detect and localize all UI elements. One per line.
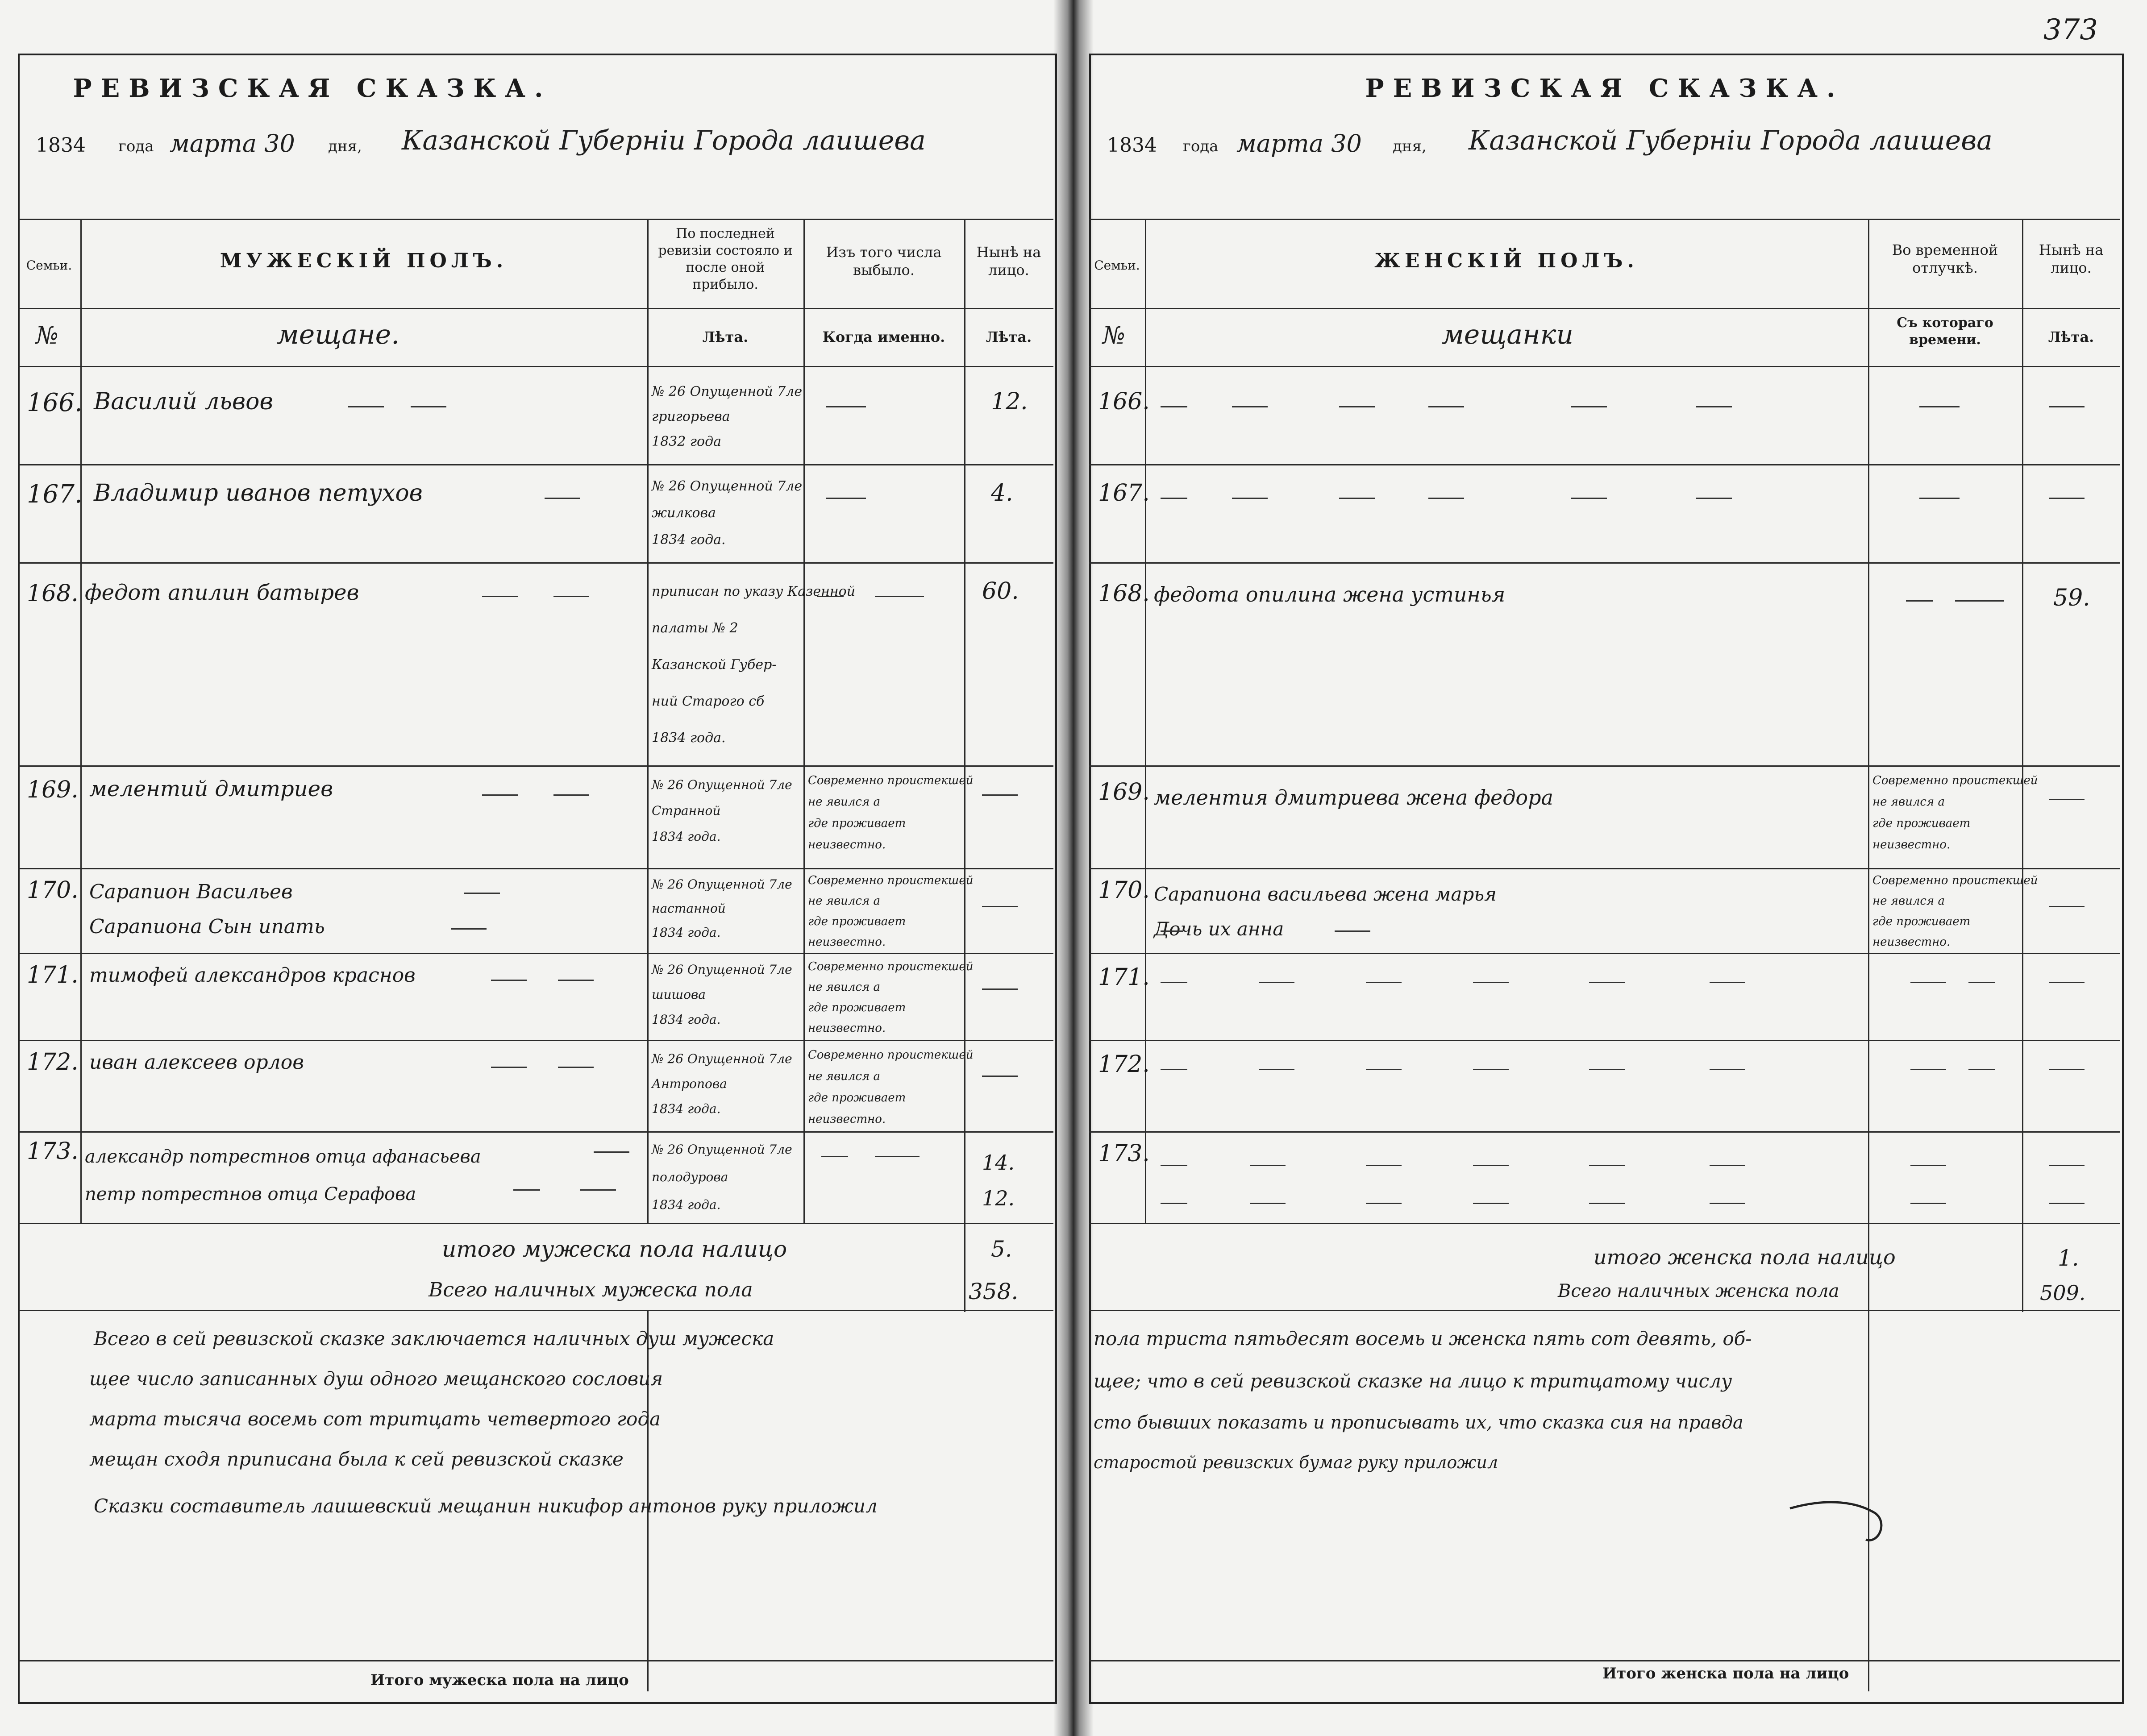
- right-row-167-dash-3: [1339, 498, 1375, 499]
- left-total-value: 358.: [969, 1279, 1019, 1304]
- right-row-171-absence-dash: [1910, 982, 1946, 983]
- right-row-172-dash-1: [1161, 1069, 1187, 1070]
- left-total-label: Всего наличных мужеска пола: [429, 1279, 753, 1301]
- right-row-171-num: 171.: [1098, 964, 1150, 991]
- right-row-167-dash-1: [1161, 498, 1187, 499]
- left-date-year-word: года: [118, 137, 154, 155]
- right-row-173-dash-3: [1366, 1165, 1402, 1166]
- right-header-sep: [1089, 308, 2120, 309]
- left-row-171-name: тимофей александров краснов: [89, 964, 416, 987]
- left-row-172-num: 172.: [27, 1049, 79, 1076]
- right-row-171-dash-4: [1473, 982, 1509, 983]
- left-row-line-8: [18, 1223, 1053, 1224]
- right-row-171-dash-1: [1161, 982, 1187, 983]
- right-header-sex: ЖЕНСКІЙ ПОЛЪ.: [1374, 249, 1639, 272]
- right-row-167-dash-2: [1232, 498, 1268, 499]
- left-row-173-dash: [594, 1151, 629, 1153]
- right-row-172-dash-5: [1589, 1069, 1625, 1070]
- right-row-170-dash-2: [1335, 930, 1370, 932]
- left-row-168-dash-2: [553, 596, 589, 597]
- right-row-173-dash-9: [1366, 1203, 1402, 1204]
- left-row-166-revision: № 26 Опущенной 7ле григорьева 1832 года: [652, 384, 803, 449]
- right-row-line-6: [1089, 1040, 2120, 1041]
- left-row-line-9: [18, 1310, 1053, 1311]
- left-row-line-1: [18, 464, 1053, 465]
- right-col-sep-3: [2022, 219, 2023, 1312]
- left-row-173-dash-2: [513, 1189, 540, 1191]
- left-subheader-sep: [18, 366, 1053, 367]
- left-row-line-3: [18, 765, 1053, 767]
- left-row-166-departed-dash: [826, 406, 866, 407]
- right-row-173-dash-1: [1161, 1165, 1187, 1166]
- left-row-line-4: [18, 868, 1053, 869]
- right-row-173-dash-2: [1250, 1165, 1286, 1166]
- left-row-173-age: 14. 12.: [982, 1150, 1015, 1210]
- left-row-166-num: 166.: [27, 388, 83, 417]
- right-row-173-age-dash-2: [2049, 1203, 2085, 1204]
- right-row-166-age-dash: [2049, 406, 2085, 407]
- right-row-line-3: [1089, 765, 2120, 767]
- left-row-173-departed-dash: [821, 1156, 848, 1157]
- right-row-170-absence: Современно проистекшей не явился а где проживает неизвестно.: [1872, 874, 2038, 949]
- right-header-no: №: [1103, 321, 1126, 349]
- right-total-value: 509.: [2040, 1281, 2086, 1305]
- left-row-172-revision: № 26 Опущенной 7ле Антропова 1834 года.: [652, 1051, 792, 1116]
- left-row-168-dash: [482, 596, 518, 597]
- left-row-172-dash-2: [558, 1067, 594, 1068]
- left-row-172-dash: [491, 1067, 527, 1068]
- right-row-169-absence: Современно проистекшей не явился а где проживает неизвестно.: [1872, 774, 2038, 851]
- left-row-172-name: иван алексеев орлов: [89, 1051, 304, 1074]
- closing-note-line-1-right: пола триста пятьдесят восемь и женска пять сот девять, об-: [1094, 1328, 1752, 1350]
- right-row-line-8: [1089, 1223, 2120, 1224]
- page-number: 373: [2043, 13, 2098, 46]
- left-col-sep-1: [80, 219, 82, 1223]
- right-row-173-absence-dash-2: [1910, 1203, 1946, 1204]
- right-row-172-dash-6: [1710, 1069, 1745, 1070]
- right-row-172-dash-3: [1366, 1069, 1402, 1070]
- left-row-166-age: 12.: [991, 388, 1028, 415]
- right-subtotal-value: 1.: [2058, 1245, 2079, 1271]
- left-row-168-num: 168.: [27, 580, 79, 607]
- closing-note-line-2-left: щее число записанных душ одного мещанского сословия: [89, 1368, 663, 1390]
- left-row-173-num: 173.: [27, 1138, 79, 1165]
- left-row-170-dash: [464, 893, 500, 894]
- right-row-167-dash-6: [1696, 498, 1732, 499]
- right-table-top: [1089, 219, 2120, 220]
- right-row-168-absence-dash-2: [1955, 600, 2004, 602]
- right-header-since: Съ котораго времени.: [1897, 315, 1993, 348]
- right-row-172-dash-2: [1259, 1069, 1294, 1070]
- left-row-168-departed-dash-2: [875, 596, 924, 597]
- right-row-171-absence-dash-2: [1968, 982, 1995, 983]
- right-row-173-dash-10: [1473, 1203, 1509, 1204]
- left-row-167-revision: № 26 Опущенной 7ле жилкова 1834 года.: [652, 478, 803, 548]
- closing-note-line-3-right: сто бывших показать и прописывать их, что сказка сия на правда: [1094, 1412, 1743, 1433]
- left-header-years: Лѣта.: [702, 328, 749, 345]
- left-row-170-name: Сарапион Васильев Сарапиона Сын ипать: [89, 880, 325, 938]
- left-row-line-6: [18, 1040, 1053, 1041]
- right-col-sep-2: [1868, 219, 1869, 1312]
- left-header-estate: мещане.: [277, 319, 400, 350]
- right-footer-label: Итого женска пола на лицо: [1602, 1665, 1849, 1682]
- left-header-families: Семьи.: [26, 258, 72, 273]
- left-date-place: Казанской Губерніи Города лаишева: [402, 125, 926, 156]
- left-header-departed: Изъ того числа выбыло.: [826, 244, 942, 278]
- left-row-172-departed: Современно проистекшей не явился а где проживает неизвестно.: [808, 1048, 974, 1126]
- left-row-169-num: 169.: [27, 777, 79, 803]
- left-row-170-departed: Современно проистекшей не явился а где проживает неизвестно.: [808, 874, 974, 949]
- left-row-167-dash: [545, 498, 580, 499]
- right-row-167-num: 167.: [1098, 480, 1150, 507]
- right-row-171-dash-2: [1259, 982, 1294, 983]
- right-title: РЕВИЗСКАЯ СКАЗКА.: [1365, 74, 1844, 103]
- left-col-sep-2: [647, 219, 649, 1223]
- right-row-172-dash-4: [1473, 1069, 1509, 1070]
- left-row-line-5: [18, 953, 1053, 954]
- right-header-absence: Во временной отлучкѣ.: [1892, 241, 1998, 276]
- left-date-month-day: марта 30: [170, 129, 295, 158]
- left-row-169-revision: № 26 Опущенной 7ле Странной 1834 года.: [652, 777, 792, 844]
- left-row-170-dash-2: [451, 928, 487, 930]
- left-row-170-num: 170.: [27, 877, 79, 904]
- right-row-170-name: Сарапиона васильева жена марья Дочь их анна: [1154, 883, 1497, 940]
- closing-signature: Сказки составитель лаишевский мещанин никифор антонов руку приложил: [94, 1495, 878, 1517]
- left-row-168-revision: приписан по указу Казенной палаты № 2 Казанской Губер- ний Старого сб 1834 года.: [652, 584, 856, 746]
- left-row-167-num: 167.: [27, 480, 83, 509]
- right-row-169-age-dash: [2049, 799, 2085, 800]
- right-row-173-age-dash: [2049, 1165, 2085, 1166]
- left-header-when: Когда именно.: [822, 328, 945, 345]
- right-header-years: Лѣта.: [2048, 328, 2094, 345]
- right-row-167-dash-5: [1571, 498, 1607, 499]
- right-row-173-absence-dash: [1910, 1165, 1946, 1166]
- left-footer-line: [18, 1660, 1053, 1661]
- right-row-line-1: [1089, 464, 2120, 465]
- right-row-171-dash-5: [1589, 982, 1625, 983]
- left-row-171-dash-2: [558, 980, 594, 981]
- left-row-171-age-dash: [982, 988, 1018, 990]
- left-col-sep-4: [964, 219, 965, 1312]
- left-row-167-name: Владимир иванов петухов: [94, 480, 423, 507]
- right-date-place: Казанской Губерніи Города лаишева: [1469, 125, 1993, 156]
- right-header-families: Семьи.: [1094, 258, 1140, 273]
- left-row-167-age: 4.: [991, 480, 1013, 507]
- left-row-173-dash-3: [580, 1189, 616, 1191]
- right-row-171-dash-3: [1366, 982, 1402, 983]
- left-row-166-dash-2: [411, 406, 446, 407]
- right-row-166-absence-dash: [1919, 406, 1960, 407]
- left-row-171-num: 171.: [27, 962, 79, 988]
- right-row-172-num: 172.: [1098, 1051, 1150, 1078]
- left-row-168-age: 60.: [982, 578, 1019, 605]
- right-row-168-absence-dash: [1906, 600, 1933, 602]
- right-date-year: 1834: [1107, 134, 1157, 157]
- left-table-top: [18, 219, 1053, 220]
- right-date-month-day: марта 30: [1236, 129, 1362, 158]
- right-row-169-num: 169.: [1098, 779, 1150, 806]
- left-subtotal-value: 5.: [991, 1236, 1012, 1262]
- left-date-year: 1834: [36, 134, 86, 157]
- left-header-years-2: Лѣта.: [986, 328, 1032, 345]
- closing-note-line-1-left: Всего в сей ревизской сказке заключается наличных душ мужеска: [94, 1328, 774, 1350]
- left-row-170-age-dash: [982, 906, 1018, 907]
- right-row-173-dash-5: [1589, 1165, 1625, 1166]
- left-row-173-revision: № 26 Опущенной 7ле полодурова 1834 года.: [652, 1142, 792, 1212]
- left-header-last-revision: По последней ревизіи состояло и после оной прибыло.: [658, 226, 793, 292]
- right-row-166-dash-2: [1232, 406, 1268, 407]
- left-header-no: №: [36, 321, 59, 349]
- right-row-173-dash-4: [1473, 1165, 1509, 1166]
- right-row-170-dash: [1161, 930, 1183, 932]
- right-row-166-dash-5: [1571, 406, 1607, 407]
- right-row-166-num: 166.: [1098, 388, 1150, 415]
- right-row-166-dash-3: [1339, 406, 1375, 407]
- right-subheader-sep: [1089, 366, 2120, 367]
- left-row-170-revision: № 26 Опущенной 7ле настанной 1834 года.: [652, 877, 792, 940]
- right-row-173-num: 173.: [1098, 1140, 1150, 1167]
- right-row-173-dash-6: [1710, 1165, 1745, 1166]
- right-row-173-dash-12: [1710, 1203, 1745, 1204]
- left-row-line-2: [18, 562, 1053, 564]
- right-row-173-dash-11: [1589, 1203, 1625, 1204]
- right-row-167-absence-dash: [1919, 498, 1960, 499]
- right-date-day-word: дня,: [1393, 137, 1427, 155]
- left-row-173-departed-dash-2: [875, 1156, 920, 1157]
- right-row-172-absence-dash: [1910, 1069, 1946, 1070]
- right-row-line-5: [1089, 953, 2120, 954]
- signature-flourish-icon: [1785, 1482, 1893, 1553]
- right-row-171-dash-6: [1710, 982, 1745, 983]
- right-row-line-7: [1089, 1131, 2120, 1133]
- left-title: РЕВИЗСКАЯ СКАЗКА.: [73, 74, 552, 103]
- left-row-169-age-dash: [982, 794, 1018, 796]
- right-row-173-dash-8: [1250, 1203, 1286, 1204]
- left-row-line-7: [18, 1131, 1053, 1133]
- right-row-170-age-dash: [2049, 906, 2085, 907]
- left-row-169-name: мелентий дмитриев: [89, 777, 333, 802]
- right-row-line-9: [1089, 1310, 2120, 1311]
- closing-note-line-4-right: старостой ревизских бумаг руку приложил: [1094, 1453, 1498, 1472]
- left-header-sex: МУЖЕСКІЙ ПОЛЪ.: [220, 249, 508, 272]
- book-gutter: [1053, 0, 1094, 1736]
- right-date-year-word: года: [1183, 137, 1219, 155]
- closing-note-line-2-right: щее; что в сей ревизской сказке на лицо к тритцатому числу: [1094, 1370, 1732, 1392]
- left-row-166-dash: [348, 406, 384, 407]
- left-row-171-departed: Современно проистекшей не явился а где проживает неизвестно.: [808, 960, 974, 1035]
- left-row-169-dash: [482, 794, 518, 796]
- left-date-day-word: дня,: [328, 137, 362, 155]
- right-row-168-name: федота опилина жена устинья: [1154, 582, 1506, 606]
- right-header-estate: мещанки: [1442, 319, 1574, 350]
- right-total-label: Всего наличных женска пола: [1558, 1281, 1839, 1301]
- left-row-171-revision: № 26 Опущенной 7ле шишова 1834 года.: [652, 962, 792, 1027]
- left-row-169-departed: Современно проистекшей не явился а где проживает неизвестно.: [808, 774, 974, 851]
- right-footer-line: [1089, 1660, 2120, 1661]
- right-subtotal-label: итого женска пола налицо: [1594, 1245, 1896, 1269]
- right-row-169-name: мелентия дмитриева жена федора: [1154, 785, 1553, 810]
- right-row-172-absence-dash-2: [1968, 1069, 1995, 1070]
- closing-note-line-4-left: мещан сходя приписана была к сей ревизской сказке: [89, 1448, 624, 1470]
- left-row-166-name: Василий львов: [94, 388, 273, 415]
- left-row-167-departed-dash: [826, 498, 866, 499]
- left-row-168-name: федот апилин батырев: [85, 580, 359, 605]
- left-row-168-departed-dash: [817, 596, 844, 597]
- left-row-171-dash: [491, 980, 527, 981]
- left-header-sep: [18, 308, 1053, 309]
- right-row-166-dash-6: [1696, 406, 1732, 407]
- left-row-169-dash-2: [553, 794, 589, 796]
- left-row-173-name: александр потрестнов отца афанасьева петр потрестнов отца Серафова: [85, 1146, 481, 1204]
- left-footer-label: Итого мужеска пола на лицо: [370, 1671, 629, 1689]
- right-row-167-age-dash: [2049, 498, 2085, 499]
- right-row-line-4: [1089, 868, 2120, 869]
- right-row-168-age: 59.: [2053, 585, 2090, 611]
- right-row-173-dash-7: [1161, 1203, 1187, 1204]
- right-row-170-num: 170.: [1098, 877, 1150, 904]
- left-header-present: Нынѣ на лицо.: [976, 244, 1041, 278]
- right-row-167-dash-4: [1428, 498, 1464, 499]
- right-row-172-age-dash: [2049, 1069, 2085, 1070]
- right-row-166-dash-4: [1428, 406, 1464, 407]
- right-row-line-2: [1089, 562, 2120, 564]
- left-subtotal-label: итого мужеска пола налицо: [442, 1236, 787, 1262]
- right-row-171-age-dash: [2049, 982, 2085, 983]
- right-row-166-dash-1: [1161, 406, 1187, 407]
- right-header-present: Нынѣ на лицо.: [2039, 241, 2104, 276]
- left-row-172-age-dash: [982, 1076, 1018, 1077]
- right-row-168-num: 168.: [1098, 580, 1150, 607]
- closing-note-line-3-left: марта тысяча восемь сот тритцать четвертого года: [89, 1408, 661, 1430]
